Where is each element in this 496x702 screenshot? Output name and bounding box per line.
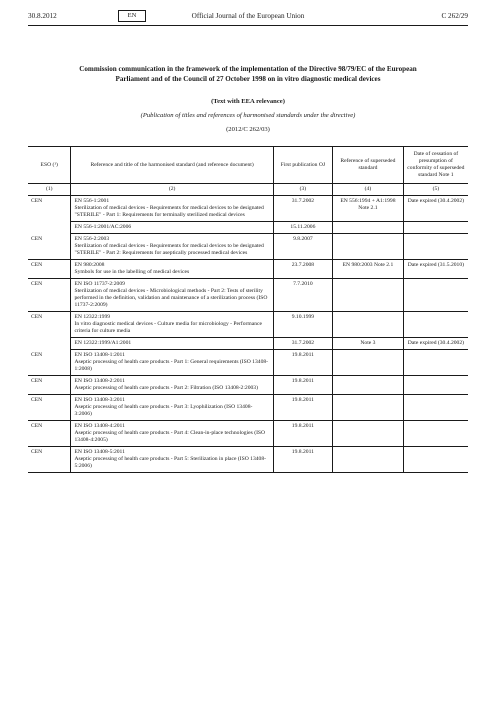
standard-cell [71,421,273,447]
first-publication-cell: 9.8.2007 [273,234,332,260]
superseded-standard-cell: EN 556:1994 + A1:1998 Note 2.1 [333,196,404,222]
eso-cell: CEN [28,234,71,260]
cessation-date-cell [403,421,468,447]
page-header [28,10,468,26]
standard-reference: EN ISO 13408-1:2011 [74,352,125,358]
standard-title: Aseptic processing of health care products - Part 2: Filtration (ISO 13408-2:2003) [74,385,258,391]
superseded-standard-cell [333,234,404,260]
table-row [28,421,468,447]
cessation-date-cell [403,312,468,338]
first-publication-cell: 19.8.2011 [273,350,332,376]
table-subrow [28,338,468,350]
standard-reference: EN ISO 13408-4:2011 [74,423,125,429]
column-number: (3) [273,184,332,196]
cessation-date-cell: Date expired (31.5.2010) [403,260,468,279]
eso-cell: CEN [28,395,71,421]
cessation-date-cell: Date expired (30.4.2002) [403,196,468,222]
header-divider [28,25,468,26]
cessation-date-cell [403,279,468,312]
cessation-date-cell [403,234,468,260]
superseded-standard-cell: Note 3 [333,338,404,350]
first-publication-cell: 9.10.1999 [273,312,332,338]
cessation-date-cell [403,350,468,376]
first-publication-cell: 31.7.2002 [273,196,332,222]
standard-title: Aseptic processing of health care products - Part 4: Clean-in-place technologies (ISO 13408-4:2005) [74,430,266,443]
first-publication-cell: 7.7.2010 [273,279,332,312]
standard-reference: EN ISO 13408-3:2011 [74,397,125,403]
harmonised-standards-table [28,146,468,473]
standard-reference: EN 556-2:2003 [74,236,110,242]
standard-reference: EN 12322:1999 [74,314,111,320]
superseded-standard-cell [333,350,404,376]
column-header-first-publication: First publication OJ [273,147,332,184]
first-publication-cell: 15.11.2006 [273,222,332,234]
amendment-reference: EN 12322:1999/A1:2001 [71,338,273,350]
standard-title: Aseptic processing of health care products - Part 5: Sterilization in place (ISO 13408-5:2006) [74,456,267,469]
column-number: (5) [403,184,468,196]
eso-cell: CEN [28,279,71,312]
eso-cell: CEN [28,421,71,447]
publication-note: (Publication of titles and references of harmonised standards under the directive) [140,112,356,119]
superseded-standard-cell [333,421,404,447]
eso-cell: CEN [28,376,71,395]
table-subrow [28,222,468,234]
eso-cell: CEN [28,350,71,376]
first-publication-cell: 23.7.2008 [273,260,332,279]
journal-name: Official Journal of the European Union [191,12,305,20]
column-header-eso: ESO (¹) [28,147,71,184]
standard-title: Aseptic processing of health care products - Part 3: Lyophilization (ISO 13408-3:2006) [74,404,253,417]
column-header-superseded: Reference of superseded standard [333,147,404,184]
eso-cell-empty [28,222,71,234]
column-number: (1) [28,184,71,196]
cessation-date-cell [403,376,468,395]
table-row [28,312,468,338]
column-header-reference: Reference and title of the harmonised standard (and reference document) [71,147,273,184]
table-row [28,196,468,222]
column-number-row [28,184,468,196]
standard-reference: EN ISO 13408-5:2011 [74,449,125,455]
issue-date: 30.8.2012 [28,12,57,20]
eso-cell: CEN [28,196,71,222]
superseded-standard-cell [333,222,404,234]
superseded-standard-cell [333,279,404,312]
superseded-standard-cell [333,447,404,473]
document-reference: (2012/C 262/03) [226,126,270,133]
standard-title: Symbols for use in the labelling of medical devices [74,269,190,275]
superseded-standard-cell [333,395,404,421]
superseded-standard-cell [333,312,404,338]
column-header-cessation-date: Date of cessation of presumption of conformity of superseded standard Note 1 [403,147,468,184]
standard-cell [71,279,273,312]
eso-cell: CEN [28,312,71,338]
standard-title: In vitro diagnostic medical devices - Culture media for microbiology - Performance criteria for culture media [74,321,262,334]
document-title: Commission communication in the framework of the implementation of the Directive 98/79/EC of the European Parliament and of the Council of 27 October 1998 on in vitro diagnostic medical devices [79,65,417,83]
table-row [28,376,468,395]
cessation-date-cell: Date expired (30.4.2002) [403,338,468,350]
document-subtitle: (Text with EEA relevance) [211,98,285,105]
standard-title: Sterilization of medical devices - Requirements for medical devices to be designated "STERILE" - Part 1: Requirements for terminally sterilized medical devices [74,205,264,218]
eso-cell-empty [28,338,71,350]
table-row [28,395,468,421]
amendment-reference: EN 556-1:2001/AC:2006 [71,222,273,234]
cessation-date-cell [403,222,468,234]
superseded-standard-cell: EN 980:2003 Note 2.1 [333,260,404,279]
standard-cell [71,312,273,338]
language-badge: EN [118,10,146,22]
eso-cell: CEN [28,260,71,279]
first-publication-cell: 19.8.2011 [273,395,332,421]
first-publication-cell: 19.8.2011 [273,447,332,473]
cessation-date-cell [403,395,468,421]
column-number: (2) [71,184,273,196]
standard-cell [71,260,273,279]
standard-cell [71,395,273,421]
table-row [28,279,468,312]
standard-title: Sterilization of medical devices - Microbiological methods - Part 2: Tests of sterility performed in the definition, validation and maintenance of a sterilization process (ISO 11737-2:2009) [74,288,268,308]
cessation-date-cell [403,447,468,473]
first-publication-cell: 19.8.2011 [273,376,332,395]
standard-cell [71,376,273,395]
standard-title: Aseptic processing of health care products - Part 1: General requirements (ISO 13408-1:2008) [74,359,269,372]
standard-cell [71,234,273,260]
superseded-standard-cell [333,376,404,395]
first-publication-cell: 19.8.2011 [273,421,332,447]
page-reference: C 262/29 [441,12,468,20]
standard-reference: EN 556-1:2001 [74,198,110,204]
standard-cell [71,350,273,376]
table-row [28,350,468,376]
standard-reference: EN 980:2008 [74,262,105,268]
standard-reference: EN ISO 13408-2:2011 [74,378,125,384]
column-number: (4) [333,184,404,196]
standard-title: Sterilization of medical devices - Requirements for medical devices to be designated "STERILE" - Part 2: Requirements for aseptically processed medical devices [74,243,264,256]
table-row [28,260,468,279]
standard-reference: EN ISO 11737-2:2009 [74,281,125,287]
table-row [28,447,468,473]
eso-cell: CEN [28,447,71,473]
standard-cell [71,196,273,222]
first-publication-cell: 31.7.2002 [273,338,332,350]
table-row [28,234,468,260]
table-header-row [28,147,468,184]
standard-cell [71,447,273,473]
